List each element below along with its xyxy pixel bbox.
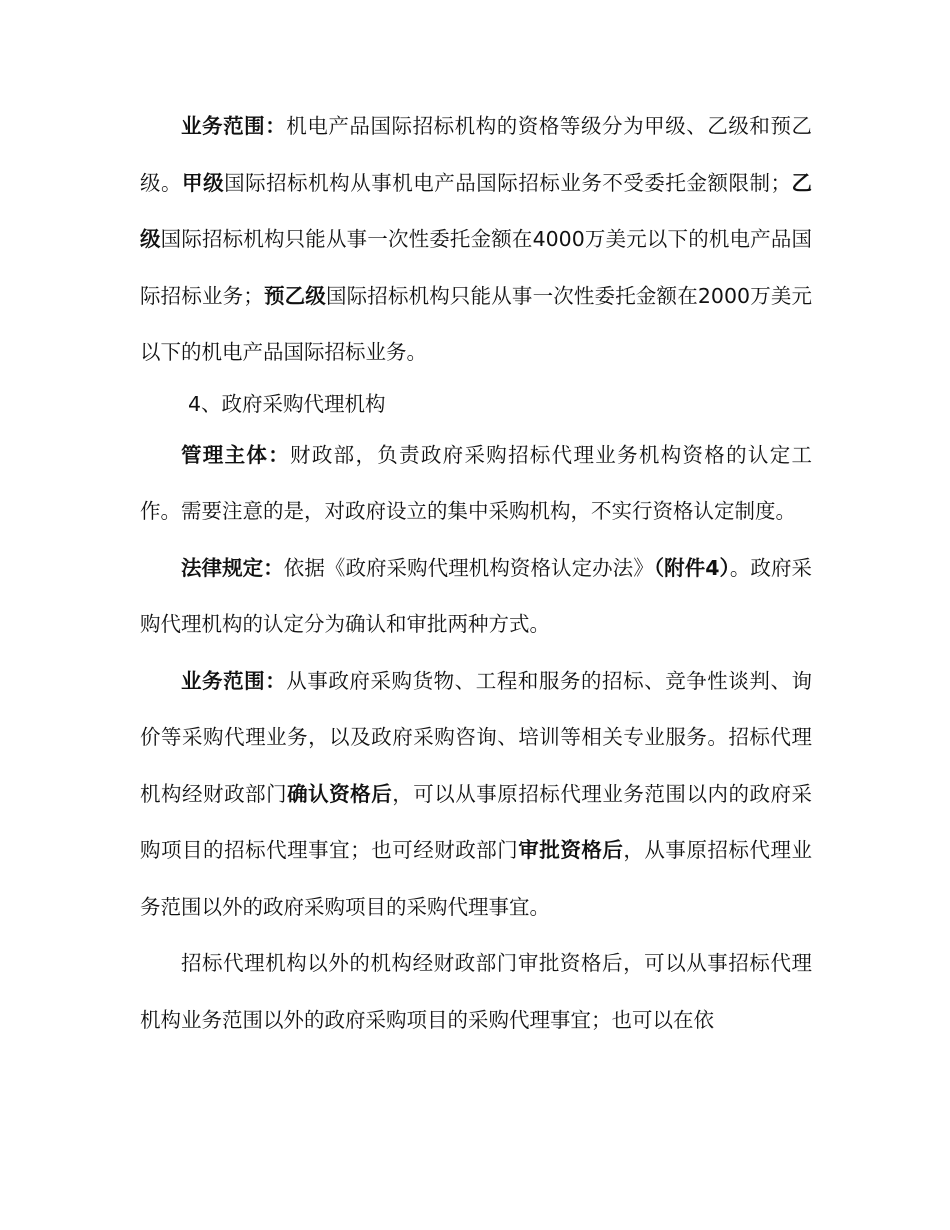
- text-procurement-services: 从事政府采购货物、工程和服务的招标、竞争性谈判、询价等采购代理业务，以及政府采购咨询、培训等相关专业服务。招标代理机构经财政部门: [140, 668, 813, 806]
- label-business-scope: 业务范围：: [181, 114, 287, 138]
- term-confirm-qualification: 确认资格后: [287, 781, 393, 806]
- text-grade-b-desc: 国际招标机构只能从事一次性委托金额在4000万美元以下的机电产品国际招标业务；: [140, 227, 813, 308]
- term-grade-b: 乙级: [140, 170, 813, 251]
- paragraph-legal-provision: [140, 540, 812, 653]
- text-pre-grade-b-desc: 国际招标机构只能从事一次性委托金额在2000万美元以下的机电产品国际招标业务。: [140, 283, 813, 364]
- text-recognition-methods: 。政府采购代理机构的认定分为确认和审批两种方式。: [140, 555, 813, 636]
- section-heading-government-procurement-agency: 4、政府采购代理机构: [188, 391, 386, 416]
- term-approve-qualification: 审批资格后: [518, 838, 624, 862]
- term-attachment-4: （附件4）: [653, 555, 730, 580]
- document-body: [140, 98, 812, 1048]
- paragraph-business-scope-government: [140, 653, 812, 936]
- text-within-scope: ，可以从事原招标代理业务范围以内的政府采购项目的招标代理事宜；也可经财政部门: [140, 781, 813, 862]
- text-grade-a-desc: 国际招标机构从事机电产品国际招标业务不受委托金额限制；: [224, 170, 792, 195]
- paragraph-management-body: [140, 427, 812, 540]
- text-outside-scope: ，从事原招标代理业务范围以外的政府采购项目的采购代理事宜。: [140, 838, 813, 919]
- text-management-body: 财政部，负责政府采购招标代理业务机构资格的认定工作。需要注意的是，对政府设立的集中采购机构，不实行资格认定制度。: [140, 442, 813, 523]
- label-legal-provision: 法律规定：: [181, 555, 284, 580]
- paragraph-other-agencies: 招标代理机构以外的机构经财政部门审批资格后，可以从事招标代理机构业务范围以外的政府采购项目的采购代理事宜；也可以在依: [140, 951, 812, 1032]
- paragraph-business-scope-mechanical: [140, 98, 812, 381]
- text-legal-basis: 依据《政府采购代理机构资格认定办法》: [283, 555, 654, 580]
- text-grade-levels: 机电产品国际招标机构的资格等级分为甲级、乙级和预乙级。: [140, 114, 813, 195]
- term-grade-a: 甲级: [182, 170, 225, 195]
- label-management-body: 管理主体：: [181, 442, 291, 467]
- label-business-scope-2: 业务范围：: [181, 668, 287, 693]
- term-pre-grade-b: 预乙级: [263, 283, 326, 308]
